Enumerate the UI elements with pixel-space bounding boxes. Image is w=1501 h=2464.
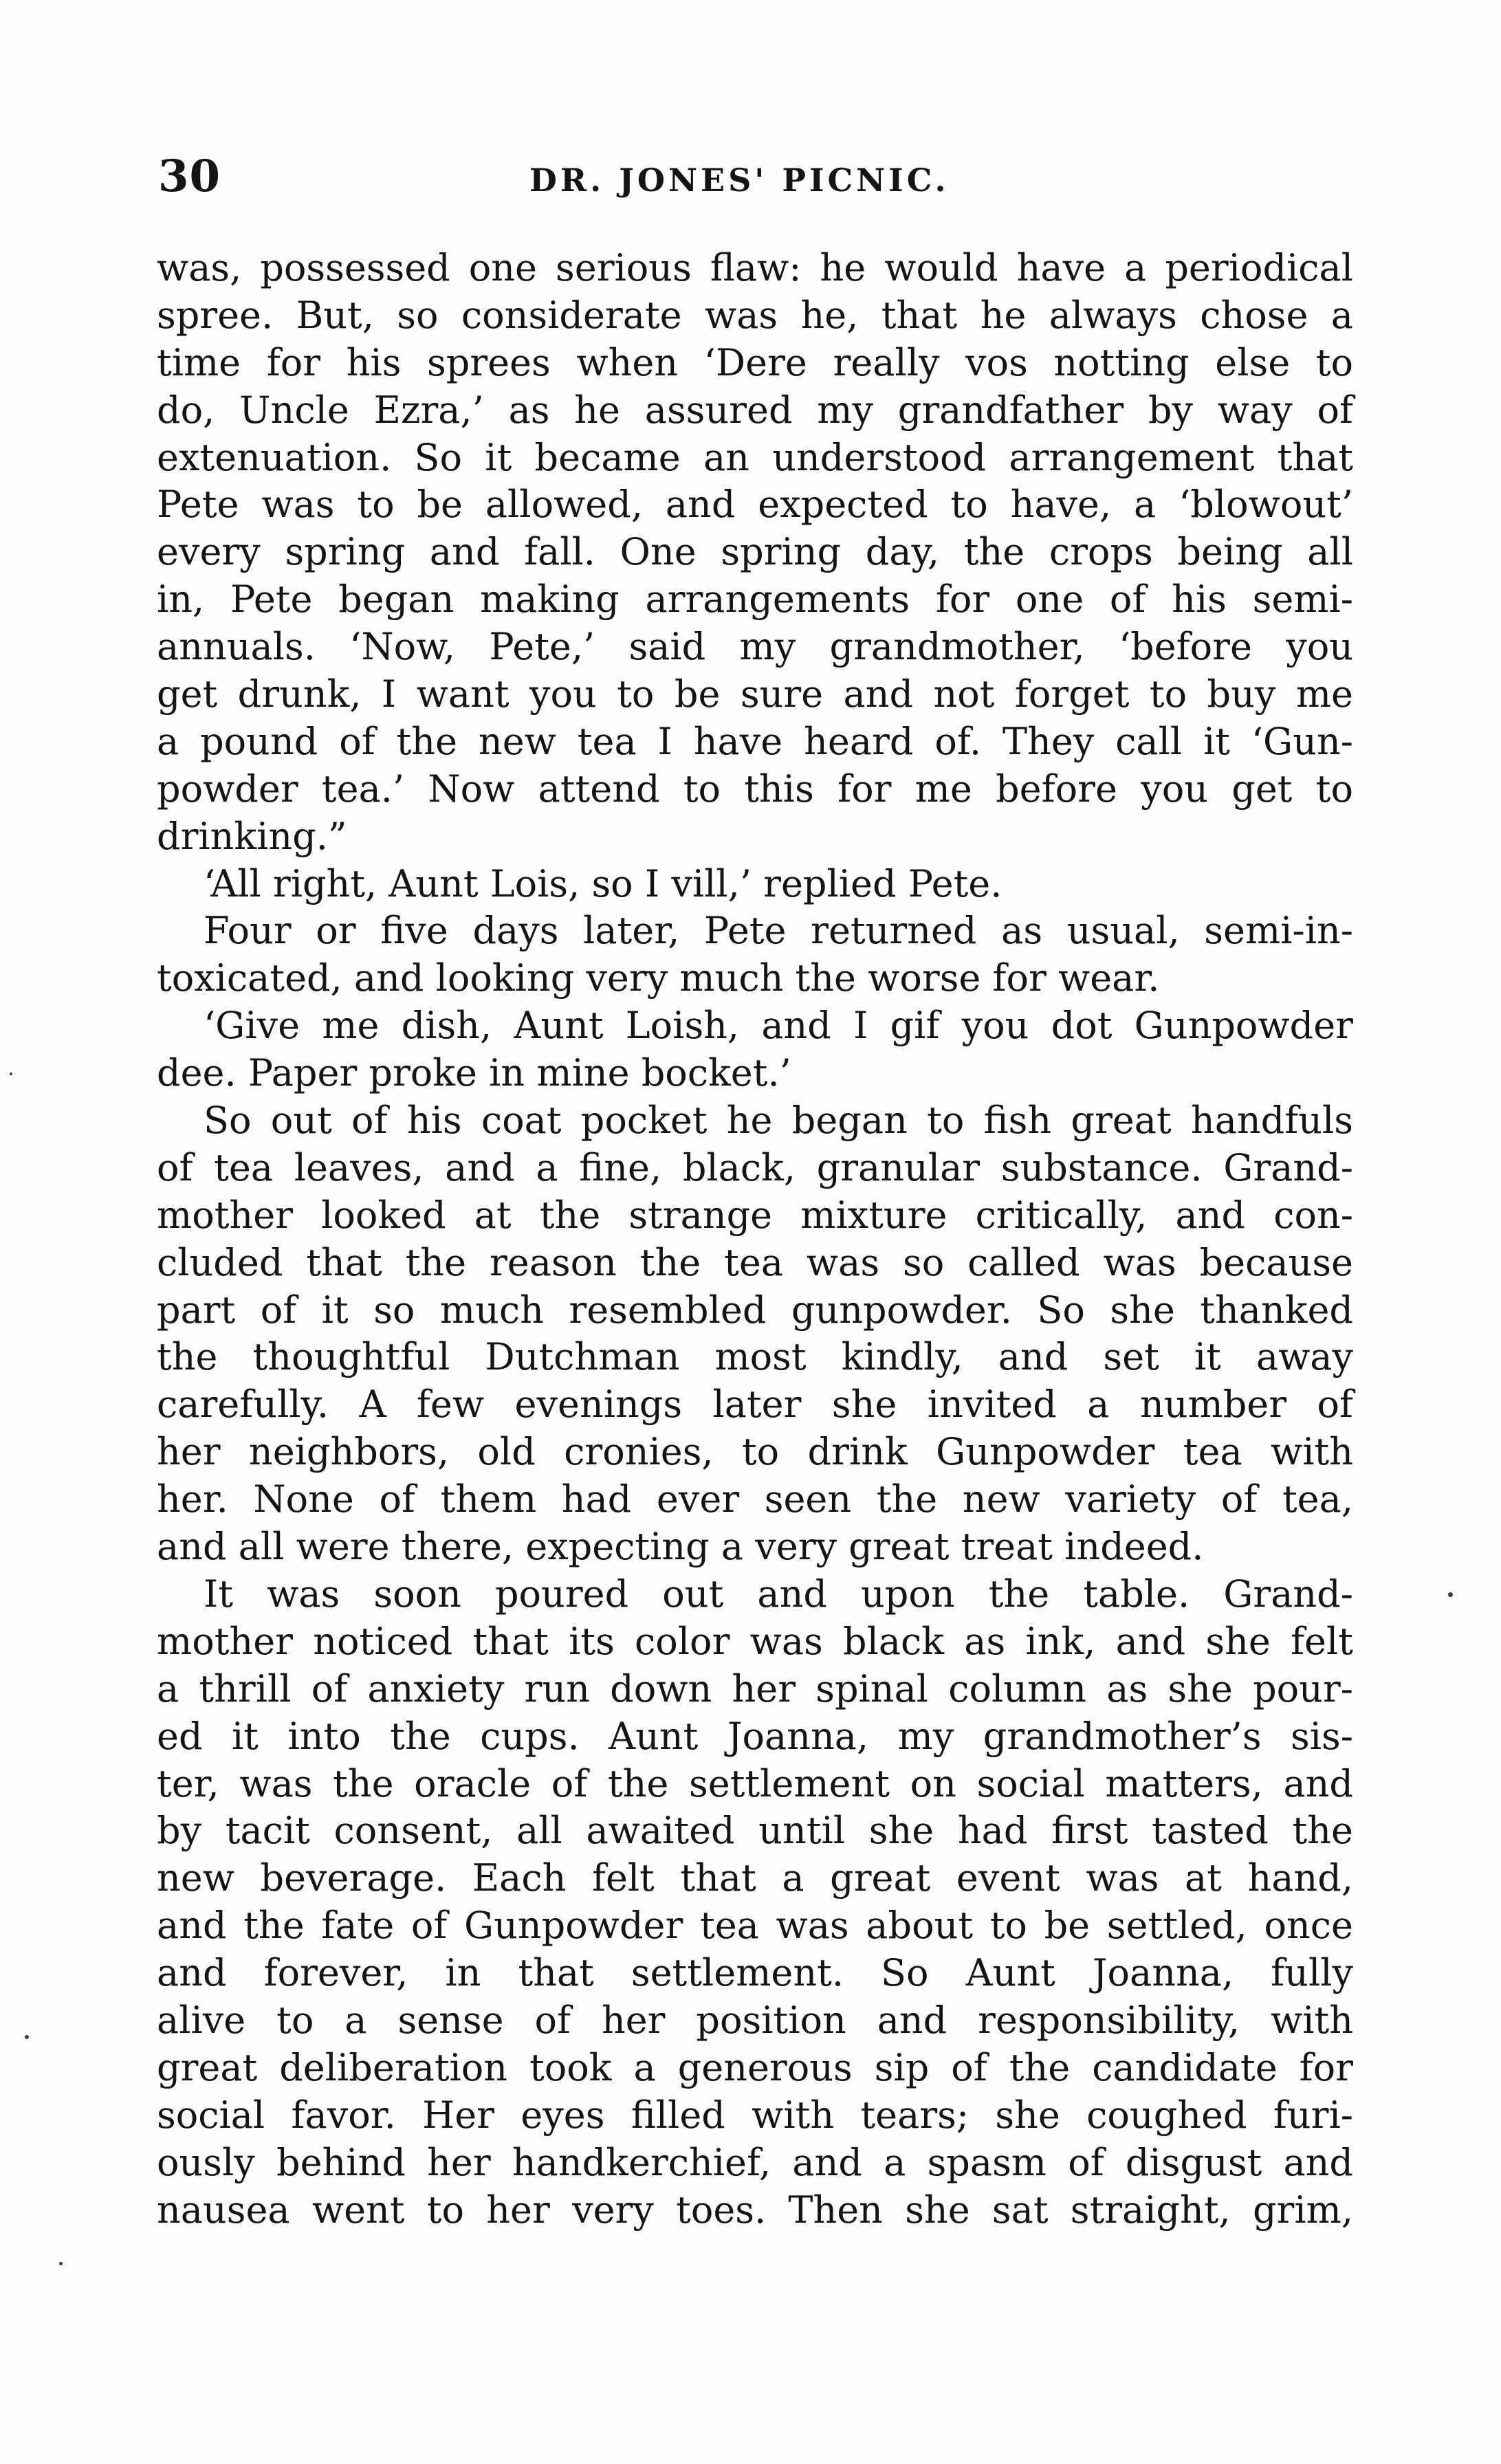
text-line: and the fate of Gunpowder tea was about to be settled, once xyxy=(157,1904,1353,1948)
text-line: extenuation. So it became an understood arrangement that xyxy=(157,435,1353,479)
text-line: cluded that the reason the tea was so called was because xyxy=(157,1240,1353,1284)
text-line: and all were there, expecting a very great treat indeed. xyxy=(157,1525,1204,1569)
text-line: get drunk, I want you to be sure and not forget to buy me xyxy=(157,672,1353,716)
text-line: ‘Give me dish, Aunt Loish, and I gif you dot Gunpowder xyxy=(204,1004,1353,1048)
text-line: do, Uncle Ezra,’ as he assured my grandfather by way of xyxy=(157,388,1353,432)
text-line: toxicated, and looking very much the worse for wear. xyxy=(157,956,1160,1000)
text-line: a pound of the new tea I have heard of. They call it ‘Gun- xyxy=(157,719,1353,763)
text-line: the thoughtful Dutchman most kindly, and set it away xyxy=(157,1335,1353,1379)
text-line: dee. Paper proke in mine bocket.’ xyxy=(157,1051,791,1095)
text-line: alive to a sense of her position and responsibility, with xyxy=(157,1998,1353,2042)
text-line: drinking.” xyxy=(157,814,347,858)
text-line: spree. But, so considerate was he, that he always chose a xyxy=(157,293,1353,337)
paper-speck xyxy=(10,1072,12,1075)
text-line: Four or five days later, Pete returned as usual, semi-in- xyxy=(204,909,1353,953)
text-line: carefully. A few evenings later she invited a number of xyxy=(157,1383,1353,1427)
text-line: time for his sprees when ‘Dere really vos notting else to xyxy=(157,340,1353,384)
text-line: social favor. Her eyes filled with tears; she coughed furi- xyxy=(157,2093,1353,2137)
text-line: Pete was to be allowed, and expected to have, a ‘blowout’ xyxy=(157,483,1353,527)
text-line: her neighbors, old cronies, to drink Gunpowder tea with xyxy=(157,1430,1353,1474)
text-line: and forever, in that settlement. So Aunt Joanna, fully xyxy=(157,1951,1353,1995)
text-line: was, possessed one serious flaw: he would have a periodical xyxy=(157,246,1353,289)
paper-speck xyxy=(1448,1592,1453,1597)
paper-speck xyxy=(59,2262,63,2265)
text-line: ter, was the oracle of the settlement on social matters, and xyxy=(157,1761,1353,1805)
text-line: every spring and fall. One spring day, the crops being all xyxy=(157,530,1353,574)
text-line: ed it into the cups. Aunt Joanna, my grandmother’s sis- xyxy=(157,1714,1353,1758)
running-title: DR. JONES' PICNIC. xyxy=(529,162,950,199)
text-line: powder tea.’ Now attend to this for me before you get to xyxy=(157,767,1353,811)
paper-speck xyxy=(25,2035,29,2039)
text-line: by tacit consent, all awaited until she had first tasted the xyxy=(157,1809,1353,1853)
text-line: nausea went to her very toes. Then she sat straight, grim, xyxy=(157,2188,1353,2232)
text-line: mother looked at the strange mixture critically, and con- xyxy=(157,1193,1353,1237)
text-line: new beverage. Each felt that a great event was at hand, xyxy=(157,1856,1353,1900)
text-line: ously behind her handkerchief, and a spasm of disgust and xyxy=(157,2140,1353,2184)
text-line: ‘All right, Aunt Lois, so I vill,’ replied Pete. xyxy=(204,861,1003,905)
page-number: 30 xyxy=(158,151,221,202)
body-text xyxy=(157,245,1353,2234)
text-line: a thrill of anxiety run down her spinal column as she pour- xyxy=(157,1666,1353,1710)
text-line: It was soon poured out and upon the table. Grand- xyxy=(204,1572,1353,1616)
text-line: of tea leaves, and a fine, black, granular substance. Grand- xyxy=(157,1145,1353,1189)
text-line: part of it so much resembled gunpowder. So she thanked xyxy=(157,1288,1353,1332)
text-line: great deliberation took a generous sip of the candidate for xyxy=(157,2045,1353,2089)
text-line: in, Pete began making arrangements for one of his semi- xyxy=(157,578,1353,622)
text-line: annuals. ‘Now, Pete,’ said my grandmother, ‘before you xyxy=(157,625,1353,669)
text-line: So out of his coat pocket he began to fish great handfuls xyxy=(204,1099,1353,1143)
text-line: her. None of them had ever seen the new variety of tea, xyxy=(157,1477,1353,1521)
running-head xyxy=(158,146,1355,208)
text-line: mother noticed that its color was black as ink, and she felt xyxy=(157,1619,1353,1663)
